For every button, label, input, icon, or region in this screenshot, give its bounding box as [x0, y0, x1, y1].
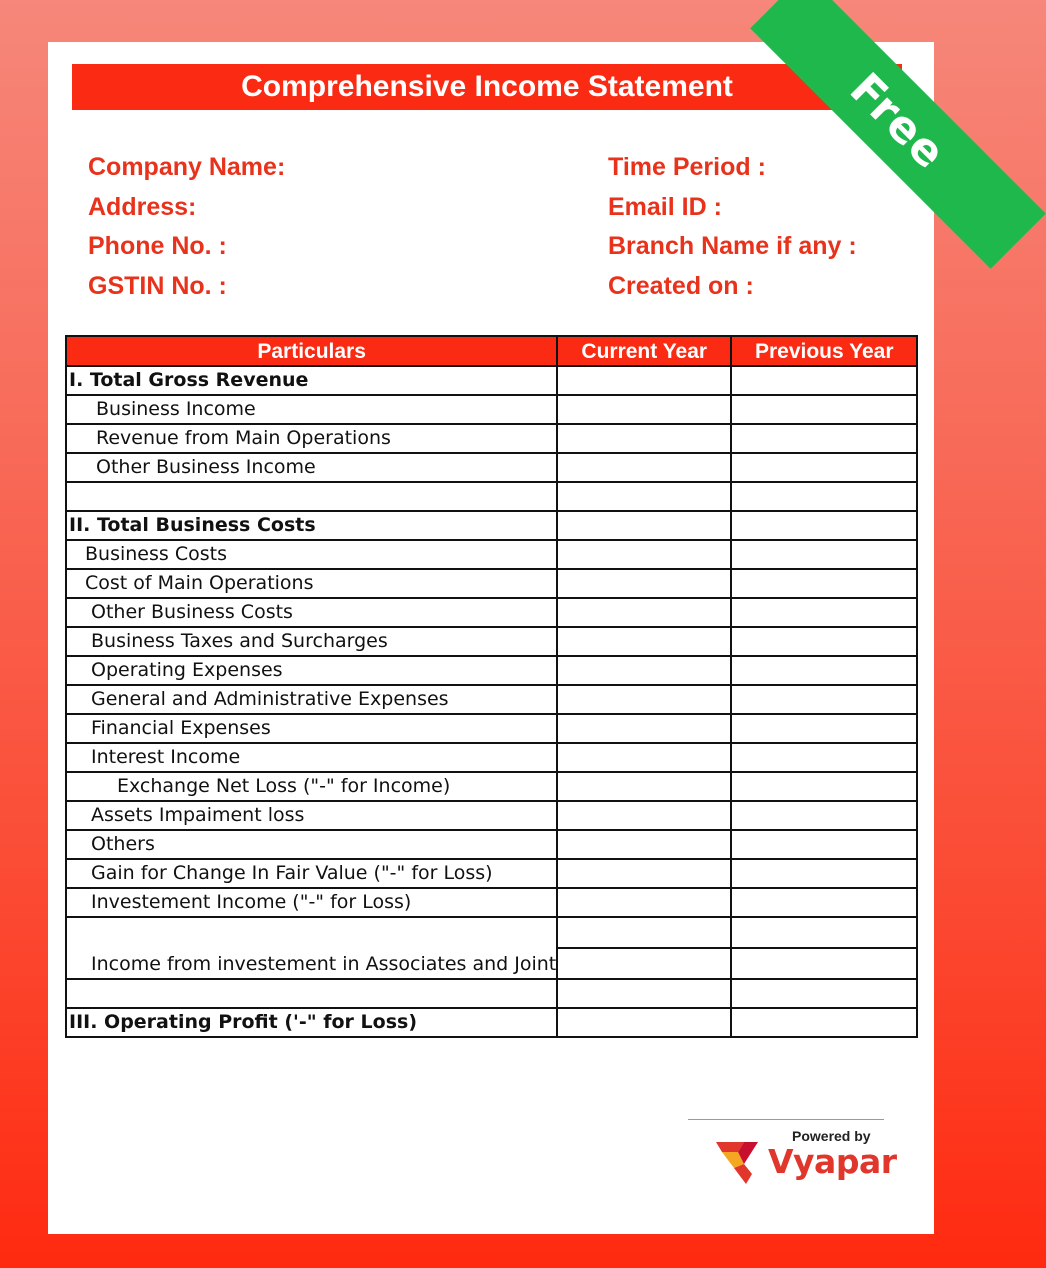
powered-by-footer: [688, 1119, 897, 1181]
table-row: [66, 714, 917, 743]
current-year-cell[interactable]: [557, 830, 731, 859]
row-label: [66, 979, 557, 1008]
table-row: [66, 453, 917, 482]
free-badge-label: Free: [840, 63, 956, 179]
company-name-label: Company Name:: [88, 153, 286, 181]
row-label: Exchange Net Loss ("-" for Income): [66, 772, 557, 801]
current-year-cell[interactable]: [557, 395, 731, 424]
gstin-label: GSTIN No. :: [88, 271, 227, 300]
table-header-row: [66, 336, 917, 366]
table-row: [66, 395, 917, 424]
row-label: I. Total Gross Revenue: [66, 366, 557, 395]
previous-year-cell[interactable]: [731, 714, 917, 743]
previous-year-cell[interactable]: [731, 917, 917, 979]
statement-sheet: [48, 42, 956, 1234]
table-row: [66, 859, 917, 888]
branch-label: Branch Name if any :: [608, 232, 857, 260]
table-body: [66, 366, 917, 1037]
current-year-cell[interactable]: [557, 598, 731, 627]
phone-label: Phone No. :: [88, 232, 227, 260]
row-label: Others: [66, 830, 557, 859]
previous-year-cell[interactable]: [731, 685, 917, 714]
previous-year-cell[interactable]: [731, 1008, 917, 1037]
previous-year-cell[interactable]: [731, 888, 917, 917]
table-row: [66, 627, 917, 656]
table-row: [66, 540, 917, 569]
row-label: General and Administrative Expenses: [66, 685, 557, 714]
vyapar-brand: Vyapar: [768, 1142, 897, 1181]
time-period-label: Time Period :: [608, 153, 766, 181]
table-row: [66, 598, 917, 627]
previous-year-cell[interactable]: [731, 598, 917, 627]
previous-year-cell[interactable]: [731, 395, 917, 424]
vyapar-logo-icon: [714, 1138, 768, 1186]
previous-year-cell[interactable]: [731, 979, 917, 1008]
current-year-cell[interactable]: [557, 979, 731, 1008]
previous-year-cell[interactable]: [731, 424, 917, 453]
current-year-cell[interactable]: [557, 366, 731, 395]
previous-year-cell[interactable]: [731, 743, 917, 772]
table-row: [66, 424, 917, 453]
row-label: Operating Expenses: [66, 656, 557, 685]
current-year-cell[interactable]: [557, 1008, 731, 1037]
previous-year-cell[interactable]: [731, 482, 917, 511]
current-year-cell[interactable]: [557, 772, 731, 801]
previous-year-cell[interactable]: [731, 859, 917, 888]
current-year-cell[interactable]: [557, 714, 731, 743]
table-row: [66, 772, 917, 801]
row-label: II. Total Business Costs: [66, 511, 557, 540]
row-label: Revenue from Main Operations: [66, 424, 557, 453]
table-row: [66, 511, 917, 540]
row-label: Business Costs: [66, 540, 557, 569]
row-label: Assets Impaiment loss: [66, 801, 557, 830]
current-year-cell[interactable]: [557, 801, 731, 830]
address-label: Address:: [88, 192, 197, 221]
previous-year-cell[interactable]: [731, 656, 917, 685]
row-label: Other Business Costs: [66, 598, 557, 627]
table-row: [66, 366, 917, 395]
current-year-cell[interactable]: [557, 888, 731, 917]
current-year-cell[interactable]: [557, 685, 731, 714]
row-label: Gain for Change In Fair Value ("-" for Loss): [66, 859, 557, 888]
row-label: [66, 482, 557, 511]
previous-year-cell[interactable]: [731, 366, 917, 395]
current-year-cell[interactable]: [557, 627, 731, 656]
table-row: [66, 979, 917, 1008]
row-label: Investement Income ("-" for Loss): [66, 888, 557, 917]
current-year-cell[interactable]: [557, 743, 731, 772]
previous-year-cell[interactable]: [731, 511, 917, 540]
current-year-cell[interactable]: [557, 656, 731, 685]
current-year-cell[interactable]: [557, 424, 731, 453]
table-row: [66, 482, 917, 511]
income-statement-table: [65, 335, 918, 1038]
previous-year-cell[interactable]: [731, 540, 917, 569]
table-row: [66, 685, 917, 714]
current-year-cell[interactable]: [557, 917, 731, 979]
table-row: [66, 801, 917, 830]
previous-year-cell[interactable]: [731, 772, 917, 801]
table-row: [66, 1008, 917, 1037]
table-row: [66, 656, 917, 685]
row-label: III. Operating Profit ('-" for Loss): [66, 1008, 557, 1037]
header-previous-year: Previous Year: [731, 336, 917, 366]
current-year-cell[interactable]: [557, 859, 731, 888]
powered-by-label: Powered by: [792, 1128, 871, 1144]
previous-year-cell[interactable]: [731, 801, 917, 830]
row-label: Cost of Main Operations: [66, 569, 557, 598]
created-on-label: Created on :: [608, 271, 754, 300]
free-ribbon: [716, 42, 956, 262]
table-row: [66, 917, 917, 979]
email-label: Email ID :: [608, 192, 722, 221]
row-label: Income from investement in Associates and Joint: [66, 917, 557, 979]
row-label: Interest Income: [66, 743, 557, 772]
table-row: [66, 743, 917, 772]
row-label: Business Income: [66, 395, 557, 424]
row-label: Other Business Income: [66, 453, 557, 482]
previous-year-cell[interactable]: [731, 569, 917, 598]
row-label: Financial Expenses: [66, 714, 557, 743]
table-row: [66, 569, 917, 598]
current-year-cell[interactable]: [557, 453, 731, 482]
current-year-cell[interactable]: [557, 511, 731, 540]
previous-year-cell[interactable]: [731, 627, 917, 656]
table-row: [66, 888, 917, 917]
current-year-cell[interactable]: [557, 540, 731, 569]
current-year-cell[interactable]: [557, 569, 731, 598]
current-year-cell[interactable]: [557, 482, 731, 511]
page-title: Comprehensive Income Statement: [72, 64, 902, 110]
company-info-left: [88, 148, 285, 306]
previous-year-cell[interactable]: [731, 453, 917, 482]
row-label: Business Taxes and Surcharges: [66, 627, 557, 656]
header-particulars: Particulars: [66, 336, 557, 366]
previous-year-cell[interactable]: [731, 830, 917, 859]
table-row: [66, 830, 917, 859]
header-current-year: Current Year: [557, 336, 731, 366]
free-badge: [750, 0, 1046, 269]
